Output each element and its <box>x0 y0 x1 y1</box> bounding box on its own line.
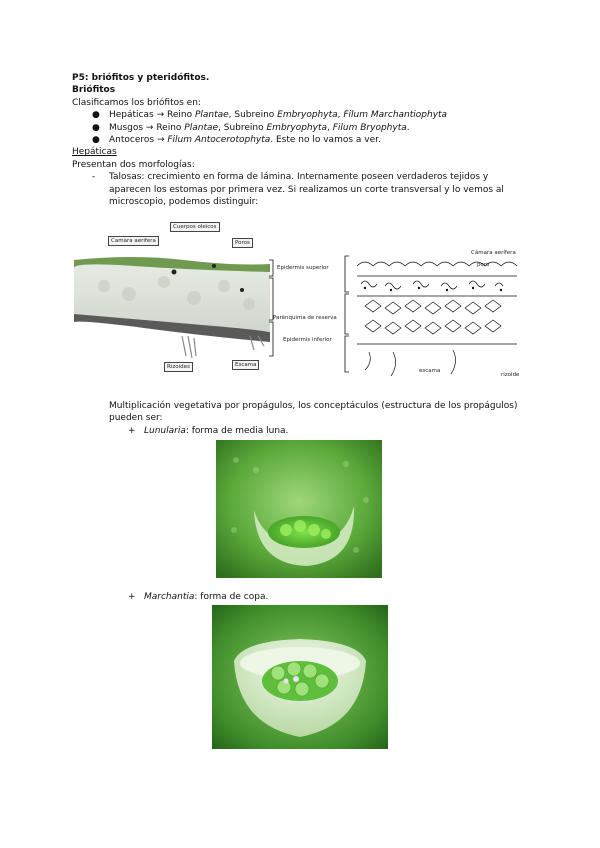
plus-icon: + <box>128 425 136 436</box>
label-camara-aerifera-diagram: Cámara aerífera <box>471 250 516 256</box>
list-item: ● Hepáticas → Reino Plantae, Subreino Embryophyta, Filum Marchantiophyta <box>92 110 448 121</box>
list-item-talosas: - Talosas: crecimiento en forma de lámina. Internamente poseen verdaderos tejidos y aparecen los estomas por primera vez. Si realizamos un corte transversal y lo vemos al microscopio, podemos distinguir: <box>92 172 504 208</box>
intro-text: Clasificamos los briófitos en: <box>72 97 201 108</box>
lunularia-photo <box>216 440 382 578</box>
list-item-marchantia: + Marchantia: forma de copa. <box>128 592 269 602</box>
micrograph-figure <box>74 216 270 372</box>
morphology-intro: Presentan dos morfologías: <box>72 159 195 170</box>
page-title: P5: briófitos y pteridófitos. <box>72 73 210 83</box>
list-item-lunularia: + Lunularia: forma de media luna. <box>128 425 289 436</box>
list-item: ● Musgos → Reino Plantae, Subreino Embryophyta, Filum Bryophyta. <box>92 122 410 133</box>
bullet-icon: ● <box>92 110 100 121</box>
label-rizoide-diagram: rizoide <box>501 372 520 378</box>
section-heading-briofitos: Briófitos <box>72 85 116 96</box>
label-cuerpos-oleicos: Cuerpos oleicos <box>170 222 220 232</box>
label-escama-diagram: escama <box>419 368 441 374</box>
label-camara-aerifera: Camara aerifera <box>108 236 159 246</box>
list-item: ● Antoceros → Filum Antocerotophyta. Este no lo vamos a ver. <box>92 135 381 146</box>
document-body <box>72 72 532 208</box>
plus-icon: + <box>128 592 136 602</box>
bullet-icon: ● <box>92 122 100 133</box>
multiplication-text: Multiplicación vegetativa por propágulos, los conceptáculos (estructura de los propágulos) pueden ser: <box>109 401 518 424</box>
label-poros: Poros <box>232 238 253 248</box>
label-rizoides: Rizoides <box>164 362 193 372</box>
bullet-icon: ● <box>92 135 100 146</box>
label-epidermis-inferior: Epidermis inferior <box>283 337 332 343</box>
label-escama: Escama <box>232 360 259 370</box>
label-poro: poro <box>477 262 490 268</box>
section-heading-hepaticas: Hepáticas <box>72 147 117 158</box>
label-parenquima: Parénquima de reserva <box>273 315 337 321</box>
label-epidermis-superior: Epidermis superior <box>277 265 329 271</box>
marchantia-photo <box>212 605 388 749</box>
multiplication-section <box>72 400 532 437</box>
section-diagram-figure <box>265 248 525 382</box>
dash-icon: - <box>92 172 96 183</box>
